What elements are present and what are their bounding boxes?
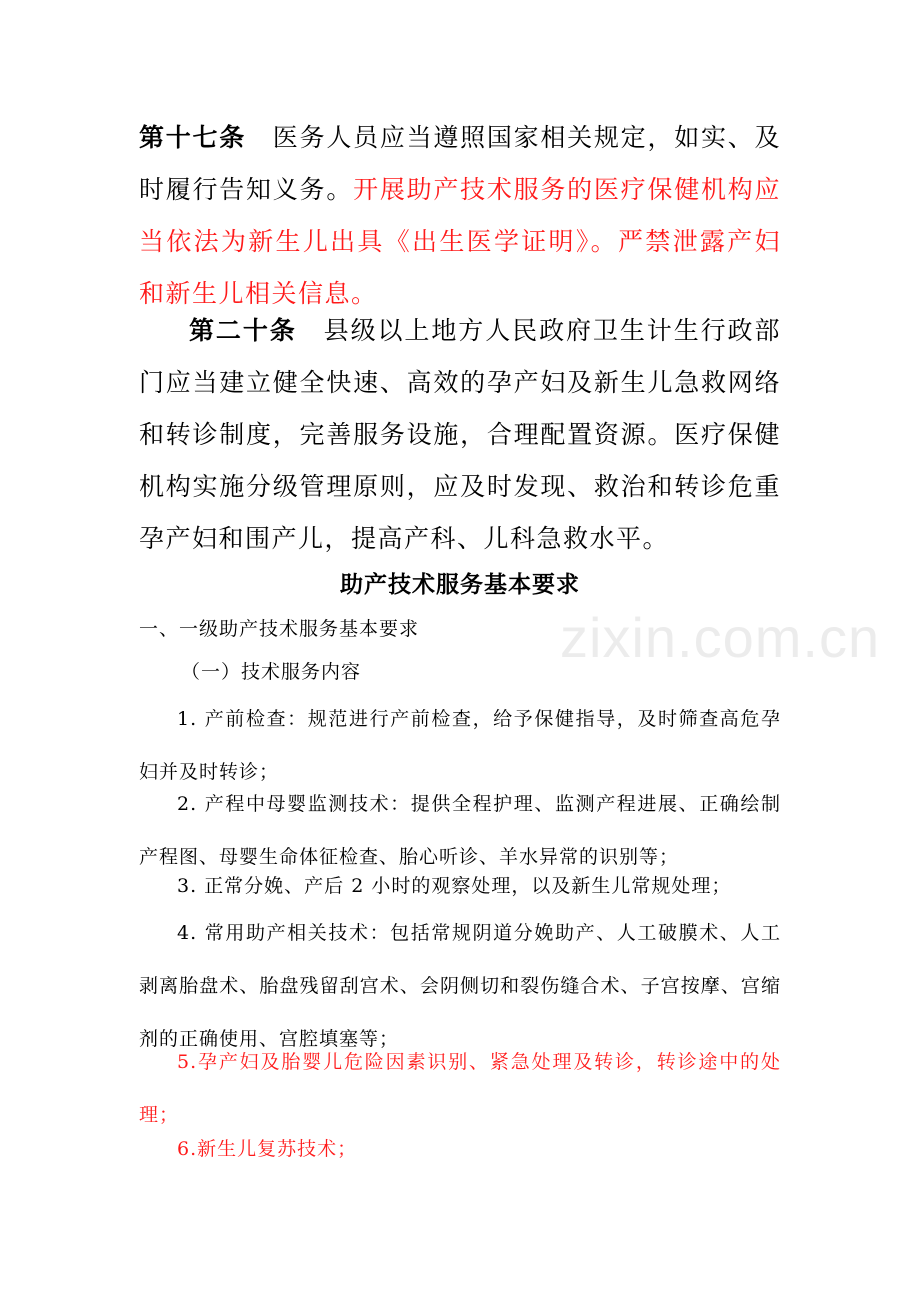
article-17-text: 医务人员应当遵照国家相关规定，如实、及时履行告知义务。: [139, 123, 781, 204]
item-3: 3. 正常分娩、产后 2 小时的观察处理，以及新生儿常规处理；: [177, 875, 732, 897]
sub1-heading: （一）技术服务内容: [181, 661, 362, 683]
level1-heading: 一、一级助产技术服务基本要求: [139, 618, 420, 640]
article-20-text: 县级以上地方人民政府卫生计生行政部门应当建立健全快速、高效的孕产妇及新生儿急救网络和转诊制度，完善服务设施，合理配置资源。医疗保健机构实施分级管理原则，应及时发现、救治和转诊危重孕产妇和围产儿，提高产科、儿科急救水平。: [139, 316, 781, 553]
item-1: 1. 产前检查：规范进行产前检查，给予保健指导，及时筛查高危孕妇并及时转诊；: [139, 708, 781, 783]
item-4: 4. 常用助产相关技术：包括常规阴道分娩助产、人工破膜术、人工剥离胎盘术、胎盘残留刮宫术、会阴侧切和裂伤缝合术、子宫按摩、宫缩剂的正确使用、宫腔填塞等；: [139, 922, 781, 1050]
item-6: 6.新生儿复苏技术；: [177, 1138, 358, 1160]
article-20-paragraph: [139, 305, 781, 565]
item-5: 5.孕产妇及胎婴儿危险因素识别、紧急处理及转诊，转诊途中的处理；: [139, 1051, 781, 1126]
article-17-red-text: 开展助产技术服务的医疗保健机构应当依法为新生儿出具《出生医学证明》。严禁泄露产妇和新生儿相关信息。: [139, 175, 781, 308]
section-title: 助产技术服务基本要求: [340, 572, 580, 598]
watermark: zixin.com.cn: [560, 606, 881, 669]
article-17-heading: 第十七条: [139, 123, 247, 152]
item-2: 2. 产程中母婴监测技术：提供全程护理、监测产程进展、正确绘制产程图、母婴生命体征检查、胎心听诊、羊水异常的识别等；: [139, 793, 781, 868]
article-20-heading: 第二十条: [189, 316, 297, 345]
article-17-paragraph: [139, 112, 781, 320]
